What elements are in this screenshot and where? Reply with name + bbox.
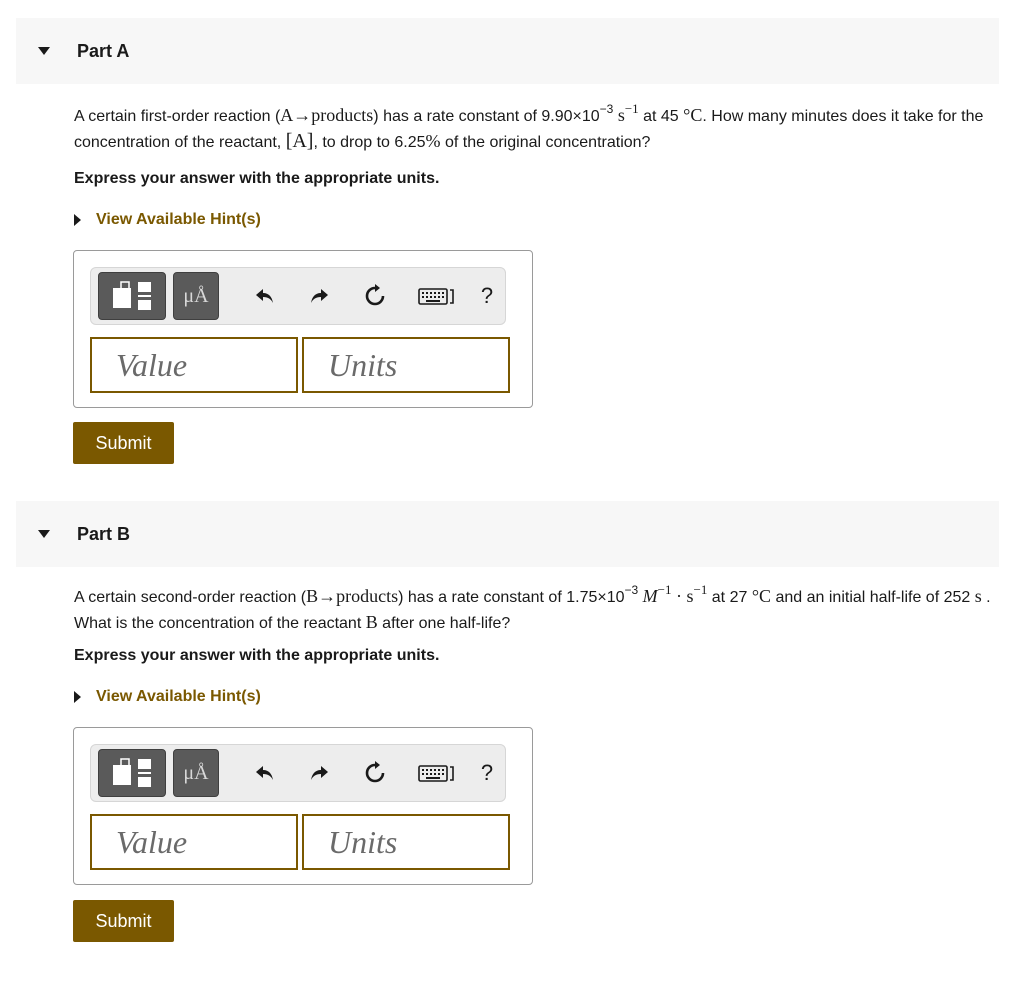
instruction-text: Express your answer with the appropriate units. xyxy=(74,170,440,187)
value-input[interactable]: Value xyxy=(90,814,298,870)
collapse-triangle-icon[interactable] xyxy=(38,530,50,538)
help-icon[interactable]: ? xyxy=(480,283,494,308)
reset-icon[interactable] xyxy=(361,282,389,310)
view-hints-link[interactable] xyxy=(74,211,261,229)
value-input[interactable]: Value xyxy=(90,337,298,393)
answer-box xyxy=(73,250,533,408)
part-title: Part B xyxy=(77,523,131,544)
hint-label: View Available Hint(s) xyxy=(96,211,261,228)
units-button[interactable]: μÅ xyxy=(173,749,219,797)
undo-icon[interactable] xyxy=(251,282,279,310)
answer-box xyxy=(73,727,533,885)
units-button[interactable]: μÅ xyxy=(173,272,219,320)
part-title: Part A xyxy=(77,40,130,61)
view-hints-link[interactable] xyxy=(74,688,261,706)
keyboard-icon[interactable] xyxy=(417,282,457,310)
templates-button[interactable] xyxy=(98,272,166,320)
templates-icon xyxy=(99,273,167,321)
undo-icon[interactable] xyxy=(251,759,279,787)
redo-icon[interactable] xyxy=(305,282,333,310)
submit-button[interactable]: Submit xyxy=(73,900,174,942)
templates-icon xyxy=(99,750,167,798)
part-a-header[interactable] xyxy=(16,18,999,84)
math-toolbar xyxy=(90,267,506,325)
units-input[interactable]: Units xyxy=(302,814,510,870)
templates-button[interactable] xyxy=(98,749,166,797)
question-text: A certain first-order reaction (A→products) has a rate constant of $9.90\times 10^{-3}$ $s^{-1}$ at 45 °C. How many minutes does it take for the concentration of the reactant, [A], to drop to 6.25% of the original concentration? xyxy=(74,100,984,152)
expand-triangle-icon xyxy=(74,214,81,226)
units-input[interactable]: Units xyxy=(302,337,510,393)
part-b-header[interactable] xyxy=(16,501,999,567)
redo-icon[interactable] xyxy=(305,759,333,787)
question-text: A certain second-order reaction (B→products) has a rate constant of $1.75\times 10^{-3}$ $M^{-1} \cdot s^{-1}$ at 27 °C and an initial half-life of 252 s . What is the concentration of the reactant B after one half-life? xyxy=(74,581,991,632)
instruction-text: Express your answer with the appropriate units. xyxy=(74,647,440,664)
reset-icon[interactable] xyxy=(361,759,389,787)
expand-triangle-icon xyxy=(74,691,81,703)
keyboard-icon[interactable] xyxy=(417,759,457,787)
help-icon[interactable]: ? xyxy=(480,760,494,785)
hint-label: View Available Hint(s) xyxy=(96,688,261,705)
submit-button[interactable]: Submit xyxy=(73,422,174,464)
collapse-triangle-icon[interactable] xyxy=(38,47,50,55)
math-toolbar xyxy=(90,744,506,802)
